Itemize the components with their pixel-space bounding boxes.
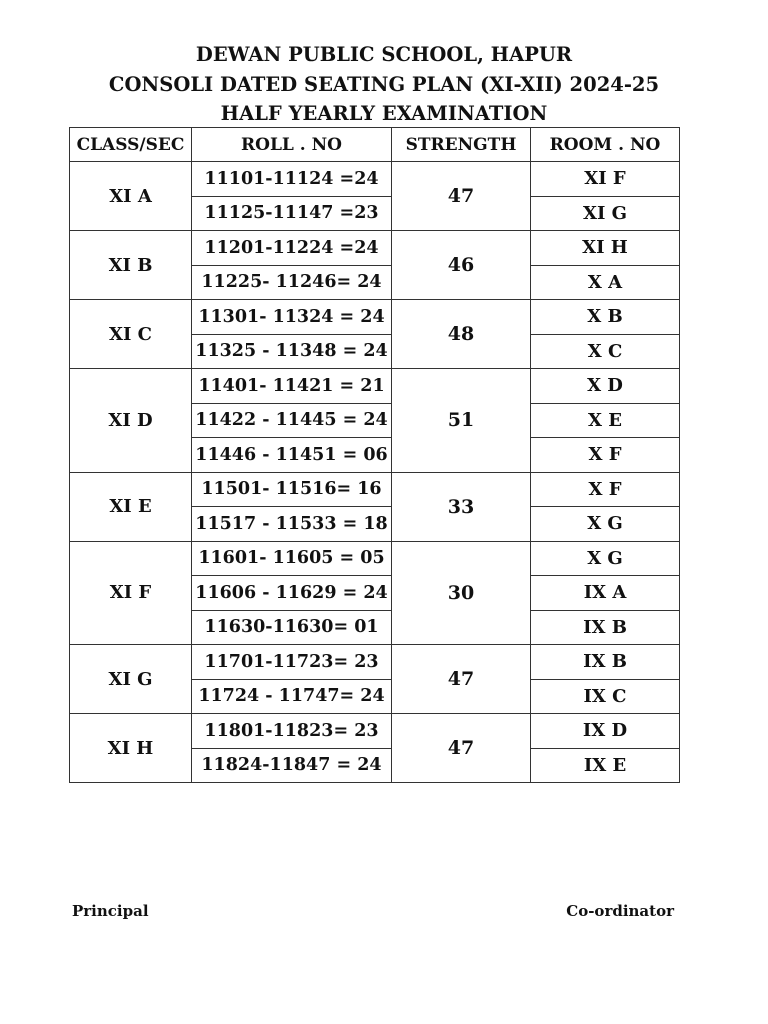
- document-header: [0, 40, 768, 129]
- room-number-cell: IX C: [531, 679, 680, 714]
- strength-cell: 33: [392, 472, 531, 541]
- table-row: [70, 714, 680, 749]
- roll-number-cell: 11501- 11516= 16: [192, 472, 392, 507]
- room-number-cell: IX A: [531, 576, 680, 611]
- strength-cell: 47: [392, 645, 531, 714]
- plan-title: CONSOLI DATED SEATING PLAN (XI-XII) 2024-25: [108, 72, 660, 96]
- table-header-row: [70, 128, 680, 162]
- class-section-cell: XI D: [70, 369, 192, 473]
- table-row: [70, 162, 680, 197]
- roll-number-cell: 11630-11630= 01: [192, 610, 392, 645]
- table-row: [70, 369, 680, 404]
- class-section-cell: XI B: [70, 231, 192, 300]
- table-row: [70, 231, 680, 266]
- roll-number-cell: 11125-11147 =23: [192, 196, 392, 231]
- room-number-cell: X A: [531, 265, 680, 300]
- strength-cell: 30: [392, 541, 531, 645]
- principal-signature-label: Principal: [72, 902, 149, 920]
- room-number-cell: X G: [531, 507, 680, 542]
- room-number-cell: X E: [531, 403, 680, 438]
- col-header-strength: STRENGTH: [392, 128, 531, 162]
- class-section-cell: XI H: [70, 714, 192, 783]
- roll-number-cell: 11606 - 11629 = 24: [192, 576, 392, 611]
- roll-number-cell: 11201-11224 =24: [192, 231, 392, 266]
- class-section-cell: XI F: [70, 541, 192, 645]
- strength-cell: 51: [392, 369, 531, 473]
- exam-title: HALF YEARLY EXAMINATION: [220, 102, 548, 125]
- seating-plan-table: [69, 127, 680, 783]
- room-number-cell: IX B: [531, 610, 680, 645]
- roll-number-cell: 11325 - 11348 = 24: [192, 334, 392, 369]
- coordinator-signature-label: Co-ordinator: [566, 902, 674, 920]
- roll-number-cell: 11225- 11246= 24: [192, 265, 392, 300]
- room-number-cell: XI H: [531, 231, 680, 266]
- room-number-cell: X G: [531, 541, 680, 576]
- roll-number-cell: 11101-11124 =24: [192, 162, 392, 197]
- roll-number-cell: 11517 - 11533 = 18: [192, 507, 392, 542]
- col-header-class: CLASS/SEC: [70, 128, 192, 162]
- room-number-cell: IX E: [531, 748, 680, 783]
- room-number-cell: IX B: [531, 645, 680, 680]
- roll-number-cell: 11301- 11324 = 24: [192, 300, 392, 335]
- strength-cell: 47: [392, 162, 531, 231]
- class-section-cell: XI C: [70, 300, 192, 369]
- roll-number-cell: 11401- 11421 = 21: [192, 369, 392, 404]
- room-number-cell: X D: [531, 369, 680, 404]
- school-name: DEWAN PUBLIC SCHOOL, HAPUR: [195, 43, 573, 66]
- roll-number-cell: 11601- 11605 = 05: [192, 541, 392, 576]
- class-section-cell: XI A: [70, 162, 192, 231]
- room-number-cell: X F: [531, 472, 680, 507]
- strength-cell: 48: [392, 300, 531, 369]
- room-number-cell: XI F: [531, 162, 680, 197]
- table-row: [70, 300, 680, 335]
- roll-number-cell: 11724 - 11747= 24: [192, 679, 392, 714]
- roll-number-cell: 11701-11723= 23: [192, 645, 392, 680]
- table-row: [70, 472, 680, 507]
- room-number-cell: X F: [531, 438, 680, 473]
- room-number-cell: X B: [531, 300, 680, 335]
- room-number-cell: XI G: [531, 196, 680, 231]
- room-number-cell: X C: [531, 334, 680, 369]
- col-header-roll: ROLL . NO: [192, 128, 392, 162]
- strength-cell: 47: [392, 714, 531, 783]
- table-row: [70, 645, 680, 680]
- table-body: [70, 162, 680, 783]
- room-number-cell: IX D: [531, 714, 680, 749]
- col-header-room: ROOM . NO: [531, 128, 680, 162]
- class-section-cell: XI G: [70, 645, 192, 714]
- table-row: [70, 541, 680, 576]
- roll-number-cell: 11801-11823= 23: [192, 714, 392, 749]
- roll-number-cell: 11824-11847 = 24: [192, 748, 392, 783]
- class-section-cell: XI E: [70, 472, 192, 541]
- roll-number-cell: 11446 - 11451 = 06: [192, 438, 392, 473]
- strength-cell: 46: [392, 231, 531, 300]
- roll-number-cell: 11422 - 11445 = 24: [192, 403, 392, 438]
